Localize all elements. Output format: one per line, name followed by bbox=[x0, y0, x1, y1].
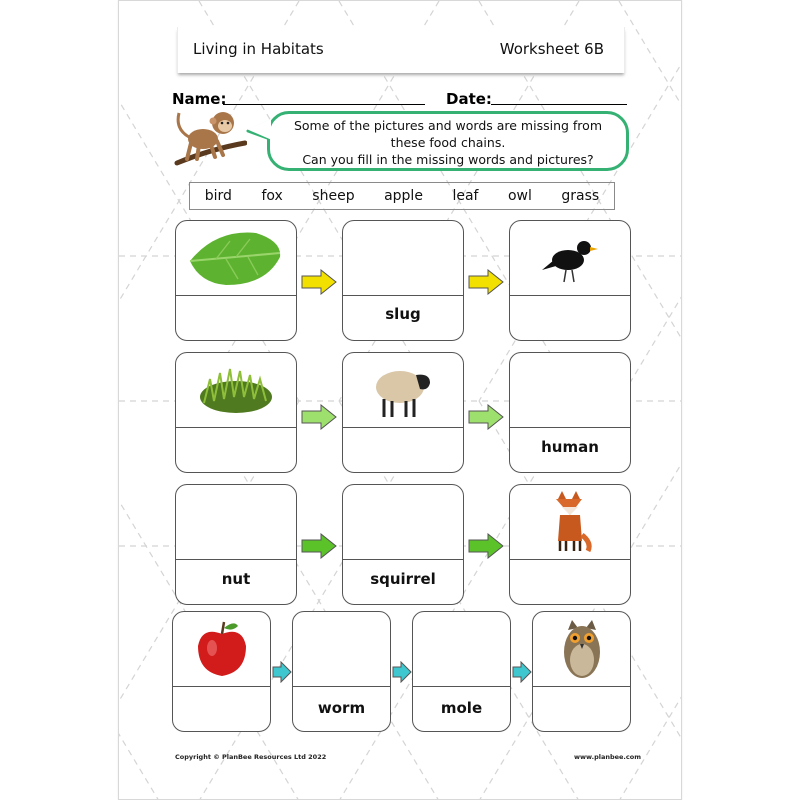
date-line[interactable] bbox=[491, 104, 627, 105]
food-chain-card[interactable] bbox=[342, 220, 464, 341]
arrow-right-icon bbox=[512, 661, 532, 683]
leaf-icon bbox=[186, 227, 286, 289]
card-label: human bbox=[541, 438, 599, 456]
arrow-right-icon bbox=[392, 661, 412, 683]
card-label: mole bbox=[440, 699, 483, 717]
food-chain-card[interactable] bbox=[342, 484, 464, 605]
name-line[interactable] bbox=[223, 104, 425, 105]
word-bank-item: bird bbox=[204, 188, 232, 204]
arrow-right-icon bbox=[301, 269, 337, 295]
monkey-icon bbox=[171, 99, 247, 171]
copyright-text: Copyright © PlanBee Resources Ltd 2022 bbox=[175, 753, 327, 761]
worksheet-title: Living in Habitats bbox=[193, 40, 324, 58]
apple-icon bbox=[194, 620, 250, 678]
sheep-icon bbox=[370, 359, 436, 421]
fox-icon bbox=[548, 491, 592, 553]
worksheet-page bbox=[118, 0, 682, 800]
card-label: worm bbox=[317, 699, 366, 717]
card-label: squirrel bbox=[370, 570, 436, 588]
word-bank-item: sheep bbox=[312, 188, 355, 204]
arrow-right-icon bbox=[468, 269, 504, 295]
word-bank bbox=[189, 182, 615, 210]
owl-icon bbox=[560, 618, 604, 680]
website-text: www.planbee.com bbox=[574, 753, 641, 761]
card-label: nut bbox=[221, 570, 251, 588]
food-chain-card[interactable] bbox=[509, 352, 631, 473]
name-label: Name: bbox=[172, 90, 227, 108]
instructions-line-1: Some of the pictures and words are missing from bbox=[293, 118, 603, 133]
card-label: slug bbox=[385, 305, 421, 323]
instructions-line-3: Can you fill in the missing words and pictures? bbox=[302, 152, 594, 167]
instructions-bubble bbox=[267, 111, 629, 171]
word-bank-item: owl bbox=[507, 188, 532, 204]
instructions-line-2: these food chains. bbox=[390, 135, 506, 150]
food-chain-card[interactable] bbox=[509, 484, 631, 605]
word-bank-item: grass bbox=[561, 188, 600, 204]
food-chain-card[interactable] bbox=[532, 611, 631, 732]
word-bank-item: fox bbox=[261, 188, 283, 204]
arrow-right-icon bbox=[301, 533, 337, 559]
food-chain-card[interactable] bbox=[342, 352, 464, 473]
worksheet-header bbox=[177, 27, 625, 73]
food-chain-card[interactable] bbox=[509, 220, 631, 341]
food-chain-card[interactable] bbox=[292, 611, 391, 732]
food-chain-card[interactable] bbox=[412, 611, 511, 732]
word-bank-item: leaf bbox=[452, 188, 479, 204]
date-label: Date: bbox=[446, 90, 492, 108]
arrow-right-icon bbox=[468, 404, 504, 430]
food-chain-card[interactable] bbox=[175, 220, 297, 341]
word-bank-item: apple bbox=[384, 188, 423, 204]
arrow-right-icon bbox=[272, 661, 292, 683]
food-chain-card[interactable] bbox=[172, 611, 271, 732]
grass-icon bbox=[196, 365, 276, 415]
bird-icon bbox=[540, 228, 600, 288]
food-chain-card[interactable] bbox=[175, 484, 297, 605]
food-chain-card[interactable] bbox=[175, 352, 297, 473]
arrow-right-icon bbox=[301, 404, 337, 430]
worksheet-number: Worksheet 6B bbox=[499, 40, 604, 58]
arrow-right-icon bbox=[468, 533, 504, 559]
